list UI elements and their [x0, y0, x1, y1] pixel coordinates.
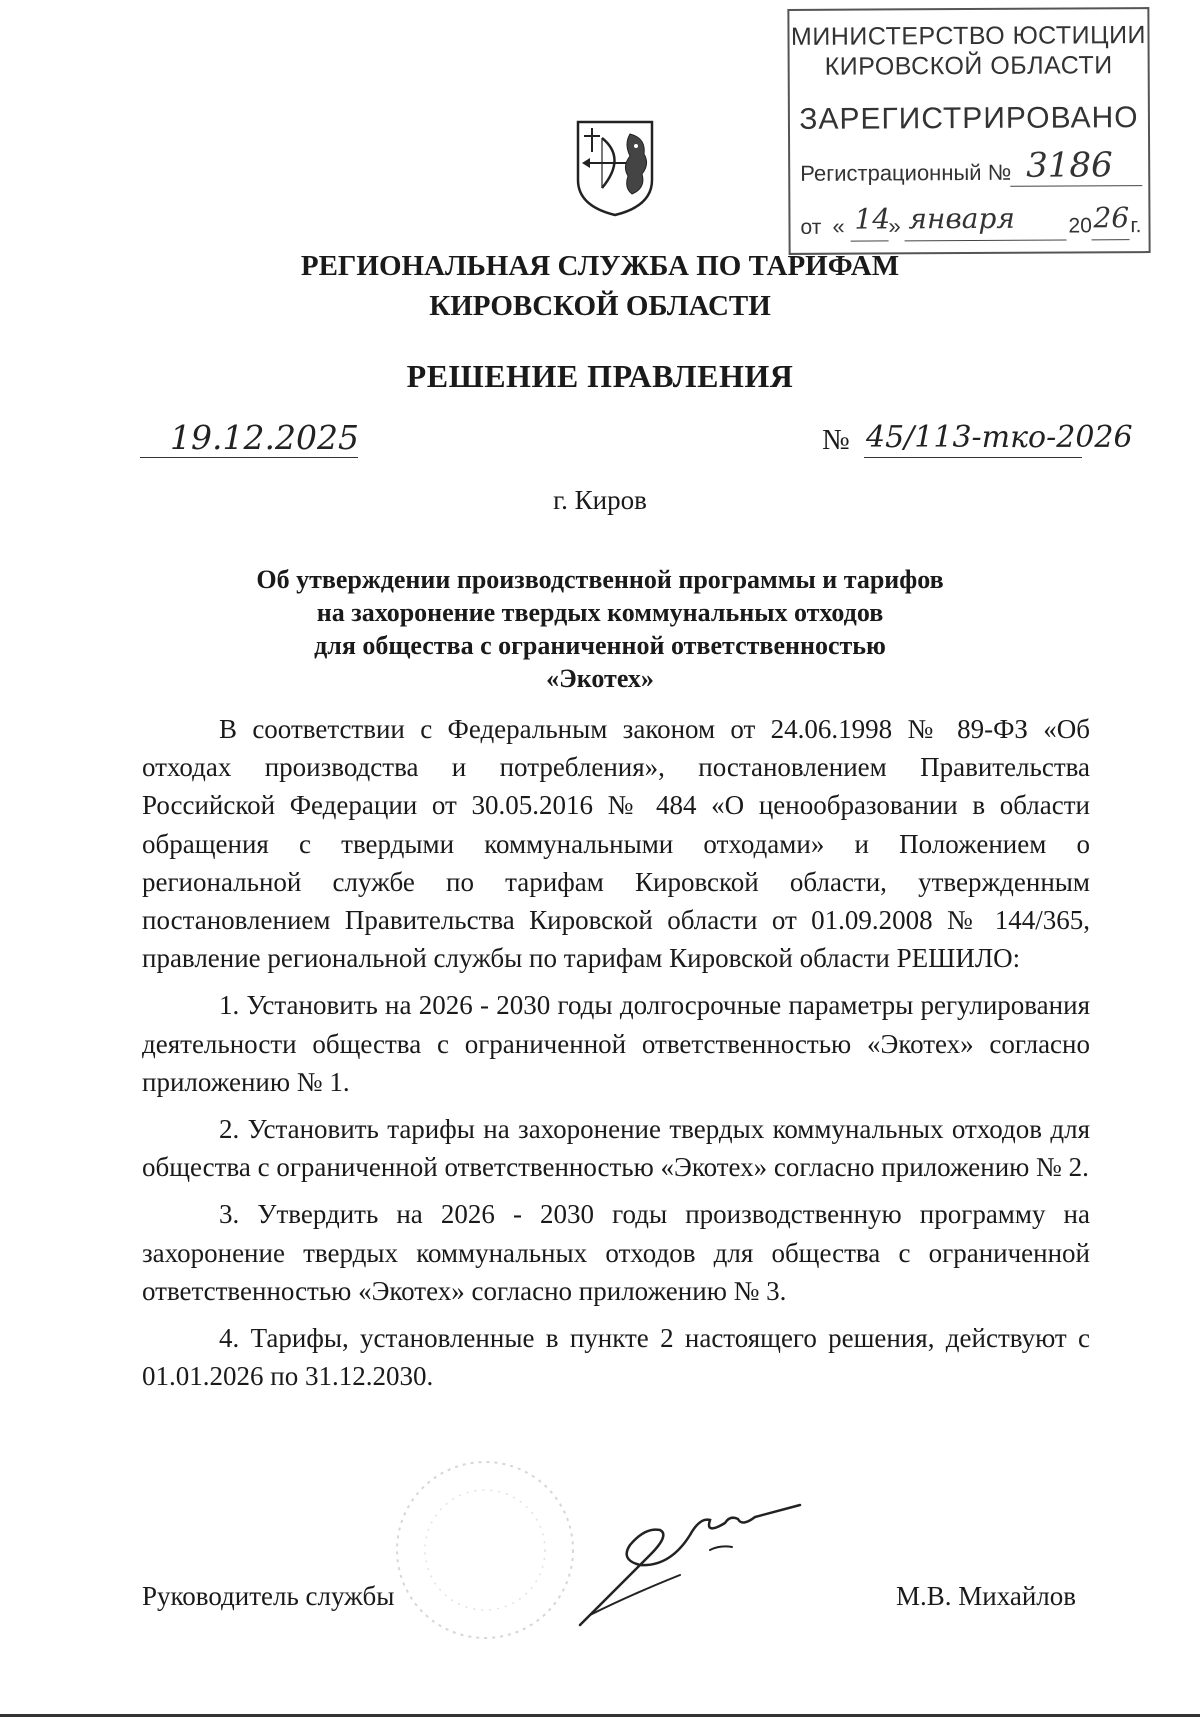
stamp-quote-open: « — [832, 213, 845, 239]
stamp-year-suffix: 26 — [1093, 201, 1130, 235]
preamble-paragraph: В соответствии с Федеральным законом от 24.06.1998 № 89-ФЗ «Об отходах производства и потребления», постановлением Правительства Российской Федерации от 30.05.2016 № 484 «О ценообразовании в области обращения с твердыми коммунальными отходами» и Положением о региональной службе по тарифам Кировской области, утвержденным постановлением Правительства Кировской области от 01.09.2008 № 144/365, правление региональной службы по тарифам Кировской области РЕШИЛО: — [142, 714, 1090, 974]
stamp-date-prefix: от — [800, 215, 822, 239]
stamp-year-line — [1092, 239, 1130, 240]
stamp-month: января — [908, 201, 1015, 236]
decision-item-2: 2. Установить тарифы на захоронение твердых коммунальных отходов для общества с ограниченной ответственностью «Экотех» согласно приложению № 2. — [142, 1114, 1090, 1183]
handwritten-signature-icon — [560, 1475, 860, 1635]
decision-item-4: 4. Тарифы, установленные в пункте 2 настоящего решения, действуют с 01.01.2026 по 31.12.2030. — [142, 1323, 1090, 1392]
registration-stamp — [787, 7, 1150, 255]
coat-of-arms-icon — [572, 118, 658, 218]
document-type: РЕШЕНИЕ ПРАВЛЕНИЯ — [406, 358, 794, 394]
title-line4: «Экотех» — [546, 664, 654, 693]
document-body — [142, 710, 1090, 1395]
stamp-registered: ЗАРЕГИСТРИРОВАНО — [799, 101, 1139, 136]
title-line2: на захоронение твердых коммунальных отходов — [316, 598, 884, 627]
city: г. Киров — [553, 485, 647, 515]
stamp-ministry: МИНИСТЕРСТВО ЮСТИЦИИ — [790, 21, 1147, 51]
decision-item-3: 3. Утвердить на 2026 - 2030 годы производственную программу на захоронение твердых коммунальных отходов для общества с ограниченной ответственностью «Экотех» согласно приложению № 3. — [142, 1199, 1090, 1306]
stamp-reg-label: Регистрационный № — [800, 159, 1012, 186]
stamp-year-prefix: 20 — [1068, 214, 1092, 238]
stamp-day: 14 — [854, 202, 891, 236]
organization-name-line1: РЕГИОНАЛЬНАЯ СЛУЖБА ПО ТАРИФАМ — [300, 250, 900, 282]
decision-item-1: 1. Установить на 2026 - 2030 годы долгосрочные параметры регулирования деятельности общества с ограниченной ответственностью «Экотех» согласно приложению № 1. — [142, 990, 1090, 1097]
date-underline — [140, 457, 358, 458]
stamp-reg-line — [1010, 185, 1142, 187]
signatory-position: Руководитель службы — [142, 1581, 395, 1611]
organization-name-line2: КИРОВСКОЙ ОБЛАСТИ — [429, 290, 771, 322]
handwritten-date: 19.12.2025 — [170, 418, 359, 457]
stamp-quote-close: » — [888, 213, 901, 239]
handwritten-number: 45/113-тко-2026 — [866, 420, 1133, 455]
stamp-region: КИРОВСКОЙ ОБЛАСТИ — [824, 51, 1113, 81]
title-line1: Об утверждении производственной программы и тарифов — [256, 565, 944, 594]
signatory-name: М.В. Михайлов — [896, 1581, 1077, 1611]
stamp-reg-number: 3186 — [1026, 145, 1113, 186]
stamp-year-letter: г. — [1130, 214, 1142, 238]
bottom-scan-edge — [0, 1714, 1200, 1717]
number-underline — [864, 457, 1082, 458]
number-sign: № — [822, 424, 850, 456]
stamp-month-line — [905, 239, 1067, 241]
stamp-day-line — [851, 240, 889, 241]
title-line3: для общества с ограниченной ответственностью — [314, 631, 886, 660]
